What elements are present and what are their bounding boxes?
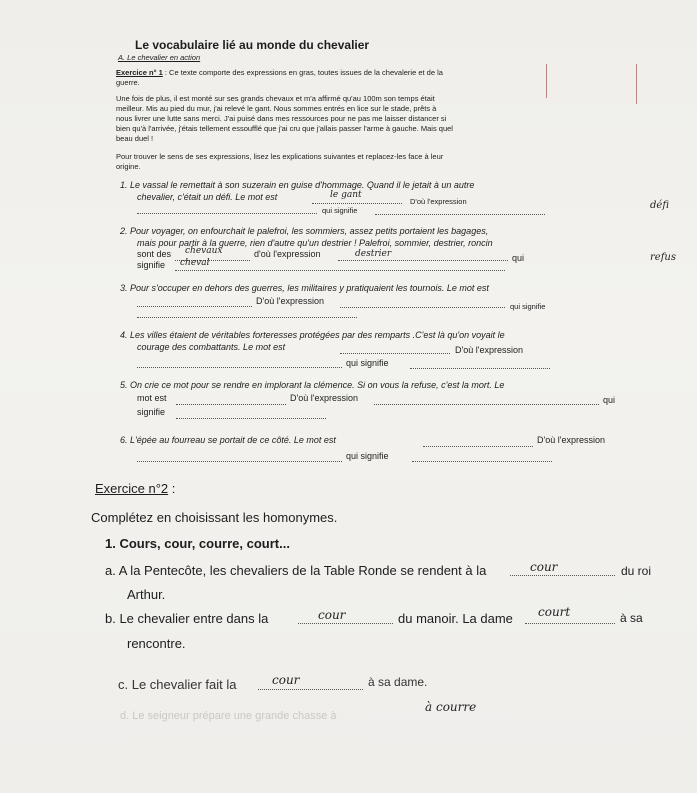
handwritten-margin-note: refus [650, 252, 676, 263]
question-2: mais pour partir à la guerre, rien d'autre qu'un destrier ! Palefroi, sommier, destrier, roncin [137, 238, 493, 248]
question-1: 1. Le vassal le remettait à son suzerain en guise d'hommage. Quand il le jetait à un autre [120, 180, 475, 190]
document-title: Le vocabulaire lié au monde du chevalier [135, 38, 370, 52]
answer-blank[interactable] [340, 307, 505, 308]
handwritten-answer: destrier [355, 249, 392, 259]
exercise1-paragraph: Une fois de plus, il est monté sur ses grands chevaux et m'a affirmé qu'au 100m son temps était [116, 94, 435, 103]
answer-blank[interactable] [176, 404, 286, 405]
question-4-label: D'où l'expression [455, 345, 523, 355]
question-5: 5. On crie ce mot pour se rendre en implorant la clémence. Si on vous la refuse, c'est la mort. Le [120, 380, 505, 390]
answer-blank[interactable] [510, 575, 615, 576]
question-1-label: qui signifie [322, 206, 358, 215]
answer-blank[interactable] [312, 203, 402, 204]
answer-blank[interactable] [375, 214, 545, 215]
section-a-title: A. Le chevalier en action [118, 53, 201, 62]
exercise1-instruction: origine. [116, 162, 141, 171]
question-5-label: D'où l'expression [290, 393, 358, 403]
handwritten-answer: cour [272, 673, 300, 687]
answer-blank[interactable] [525, 623, 615, 624]
question-3-label: qui signifie [510, 302, 546, 311]
answer-blank[interactable] [298, 623, 393, 624]
sentence-c-end: à sa dame. [368, 675, 428, 689]
sentence-b: b. Le chevalier entre dans la [105, 611, 269, 626]
exercise2-instruction: Complétez en choisissant les homonymes. [91, 510, 338, 525]
question-4-label: qui signifie [346, 358, 389, 368]
question-6-label: D'où l'expression [537, 435, 605, 445]
sentence-a-l2: Arthur. [127, 587, 166, 602]
exercise1-paragraph: nous livrer une lutte sans merci. J'ai puisé dans mes ressources pour ne pas me laisser distancer si [116, 114, 447, 123]
answer-blank[interactable] [176, 418, 326, 419]
question-2-label: qui [512, 253, 525, 263]
sentence-c: c. Le chevalier fait la [118, 677, 237, 692]
faded-sentence-d: d. Le seigneur prépare une grande chasse à [120, 710, 337, 722]
sentence-b-mid: du manoir. La dame [398, 611, 513, 626]
answer-blank[interactable] [137, 317, 357, 318]
exercise1-instruction: Pour trouver le sens de ses expressions, lisez les explications suivantes et replacez-les face à leur [116, 152, 444, 161]
margin-mark [636, 64, 637, 104]
question-1-label: D'où l'expression [410, 197, 467, 206]
answer-blank[interactable] [410, 368, 550, 369]
question-2-label: d'où l'expression [254, 249, 321, 259]
answer-blank[interactable] [137, 213, 317, 214]
handwritten-answer: le gant [330, 190, 362, 200]
sentence-b-l2: rencontre. [127, 636, 186, 651]
answer-blank[interactable] [137, 367, 342, 368]
exercise1-paragraph: bien qu'à l'arrivée, j'étais tellement essoufflé que j'ai cru que j'allais passer l'arme à gauche. Mais quel [116, 124, 453, 133]
question-2: 2. Pour voyager, on enfourchait le palefroi, les sommiers, assez petits portaient les bagages, [120, 226, 489, 236]
question-3: 3. Pour s'occuper en dehors des guerres, les militaires y pratiquaient les tournois. Le mot est [120, 283, 489, 293]
answer-blank[interactable] [258, 689, 363, 690]
exercise2-heading: Exercice n°2 : [95, 481, 176, 496]
question-5-label: qui [603, 395, 616, 405]
answer-blank[interactable] [374, 404, 599, 405]
margin-mark [546, 64, 547, 98]
answer-blank[interactable] [340, 353, 450, 354]
handwritten-answer: à courre [425, 700, 477, 714]
sentence-a: a. A la Pentecôte, les chevaliers de la Table Ronde se rendent à la [105, 563, 487, 578]
question-2-label: signifie [137, 260, 166, 270]
answer-blank[interactable] [338, 260, 508, 261]
question-4: 4. Les villes étaient de véritables forteresses protégées par des remparts .C'est là qu'on voyait le [120, 330, 505, 340]
homonym-list: 1. Cours, cour, courre, court... [105, 536, 290, 551]
answer-blank[interactable] [137, 306, 252, 307]
exercise1-intro-l2: guerre. [116, 78, 140, 87]
answer-blank[interactable] [137, 461, 342, 462]
handwritten-answer: chevaux [185, 246, 223, 256]
handwritten-answer: cheval [180, 258, 210, 268]
question-3-label: D'où l'expression [256, 296, 324, 306]
handwritten-answer: cour [530, 560, 558, 574]
handwritten-answer: court [538, 605, 571, 619]
exercise1-paragraph: meilleur. Mis au pied du mur, j'ai relevé le gant. Nous sommes entrés en lice sur le stade, prêts à [116, 104, 437, 113]
question-4: courage des combattants. Le mot est [137, 342, 286, 352]
exercise1-paragraph: beau duel ! [116, 134, 154, 143]
sentence-b-end: à sa [620, 611, 643, 625]
question-6-label: qui signifie [346, 451, 389, 461]
question-6: 6. L'épée au fourreau se portait de ce côté. Le mot est [120, 435, 336, 445]
exercise1-intro: Exercice n° 1 : Ce texte comporte des expressions en gras, toutes issues de la chevalerie et de la [116, 68, 443, 77]
answer-blank[interactable] [412, 461, 552, 462]
question-1: chevalier, c'était un défi. Le mot est [137, 192, 278, 202]
answer-blank[interactable] [423, 446, 533, 447]
question-2-label: sont des [137, 249, 172, 259]
handwritten-answer: cour [318, 608, 346, 622]
answer-blank[interactable] [175, 270, 505, 271]
question-5-label: mot est [137, 393, 167, 403]
handwritten-margin-note: défi [650, 200, 669, 211]
question-5-label: signifie [137, 407, 166, 417]
sentence-a-end: du roi [621, 564, 652, 578]
